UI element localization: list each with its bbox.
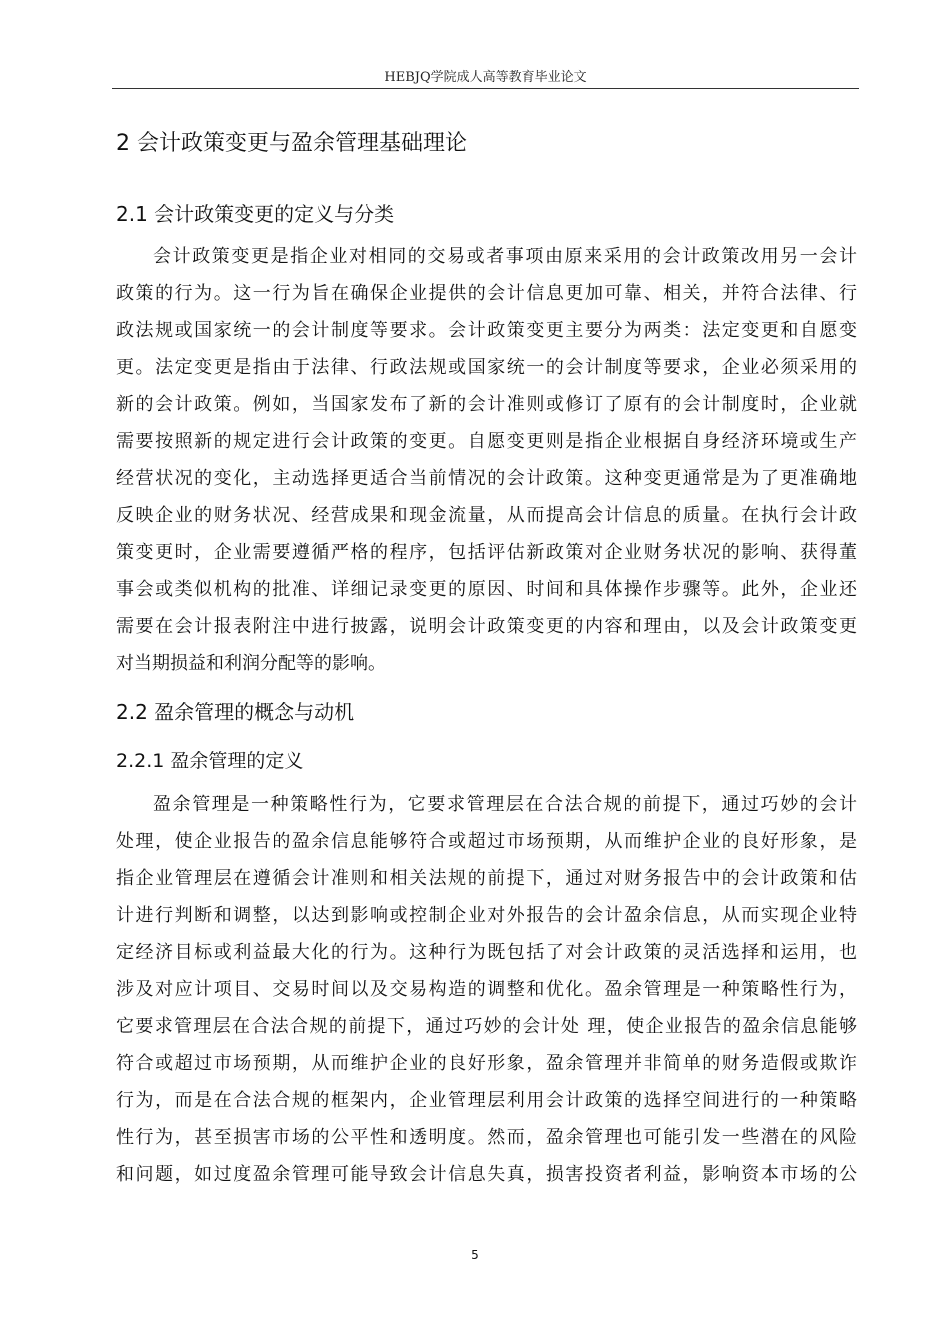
section-2-1-paragraph: [116, 238, 857, 682]
paragraph-line: 政法规或国家统一的会计制度等要求。会计政策变更主要分为两类：法定变更和自愿变: [116, 320, 857, 341]
page-number: 5: [471, 1248, 479, 1262]
paragraph-line: 对当期损益和利润分配等的影响。: [116, 653, 386, 674]
paragraph-line: 事会或类似机构的批准、详细记录变更的原因、时间和具体操作步骤等。此外，企业还: [116, 579, 857, 600]
paragraph-line: 反映企业的财务状况、经营成果和现金流量，从而提高会计信息的质量。在执行会计政: [116, 505, 857, 526]
section-2-2-title: 2.2 盈余管理的概念与动机: [116, 700, 355, 724]
paragraph-line: 符合或超过市场预期，从而维护企业的良好形象，盈余管理并非简单的财务造假或欺诈: [116, 1053, 857, 1074]
section-2-2-1-title: 2.2.1 盈余管理的定义: [116, 750, 304, 772]
paragraph-line: 策变更时，企业需要遵循严格的程序，包括评估新政策对企业财务状况的影响、获得董: [116, 542, 857, 563]
paragraph-line: 盈余管理是一种策略性行为，它要求管理层在合法合规的前提下，通过巧妙的会计: [153, 794, 857, 815]
paragraph-line: 需要在会计报表附注中进行披露，说明会计政策变更的内容和理由，以及会计政策变更: [116, 616, 857, 637]
paragraph-line: 涉及对应计项目、交易时间以及交易构造的调整和优化。盈余管理是一种策略性行为，: [116, 979, 857, 1000]
paragraph-line: 政策的行为。这一行为旨在确保企业提供的会计信息更加可靠、相关，并符合法律、行: [116, 283, 857, 304]
paragraph-line: 它要求管理层在合法合规的前提下，通过巧妙的会计处 理，使企业报告的盈余信息能够: [116, 1016, 857, 1037]
paragraph-line: 性行为，甚至损害市场的公平性和透明度。然而，盈余管理也可能引发一些潜在的风险: [116, 1127, 857, 1148]
paragraph-line: 需要按照新的规定进行会计政策的变更。自愿变更则是指企业根据自身经济环境或生产: [116, 431, 857, 452]
chapter-title: 2 会计政策变更与盈余管理基础理论: [116, 131, 467, 156]
paragraph-line: 经营状况的变化，主动选择更适合当前情况的会计政策。这种变更通常是为了更准确地: [116, 468, 857, 489]
paragraph-line: 行为，而是在合法合规的框架内，企业管理层利用会计政策的选择空间进行的一种策略: [116, 1090, 857, 1111]
paragraph-line: 定经济目标或利益最大化的行为。这种行为既包括了对会计政策的灵活选择和运用，也: [116, 942, 857, 963]
paragraph-line: 会计政策变更是指企业对相同的交易或者事项由原来采用的会计政策改用另一会计: [153, 246, 857, 267]
paragraph-line: 处理，使企业报告的盈余信息能够符合或超过市场预期，从而维护企业的良好形象，是: [116, 831, 857, 852]
header-rule: [112, 88, 859, 89]
paragraph-line: 计进行判断和调整，以达到影响或控制企业对外报告的会计盈余信息，从而实现企业特: [116, 905, 857, 926]
paragraph-line: 新的会计政策。例如，当国家发布了新的会计准则或修订了原有的会计制度时，企业就: [116, 394, 857, 415]
paragraph-line: 更。法定变更是指由于法律、行政法规或国家统一的会计制度等要求，企业必须采用的: [116, 357, 857, 378]
section-2-2-1-paragraph: [116, 786, 857, 1193]
paragraph-line: 指企业管理层在遵循会计准则和相关法规的前提下，通过对财务报告中的会计政策和估: [116, 868, 857, 889]
paragraph-line: 和问题，如过度盈余管理可能导致会计信息失真，损害投资者利益，影响资本市场的公: [116, 1164, 857, 1185]
page-header: HEBJQ学院成人高等教育毕业论文: [384, 70, 587, 85]
section-2-1-title: 2.1 会计政策变更的定义与分类: [116, 202, 395, 226]
